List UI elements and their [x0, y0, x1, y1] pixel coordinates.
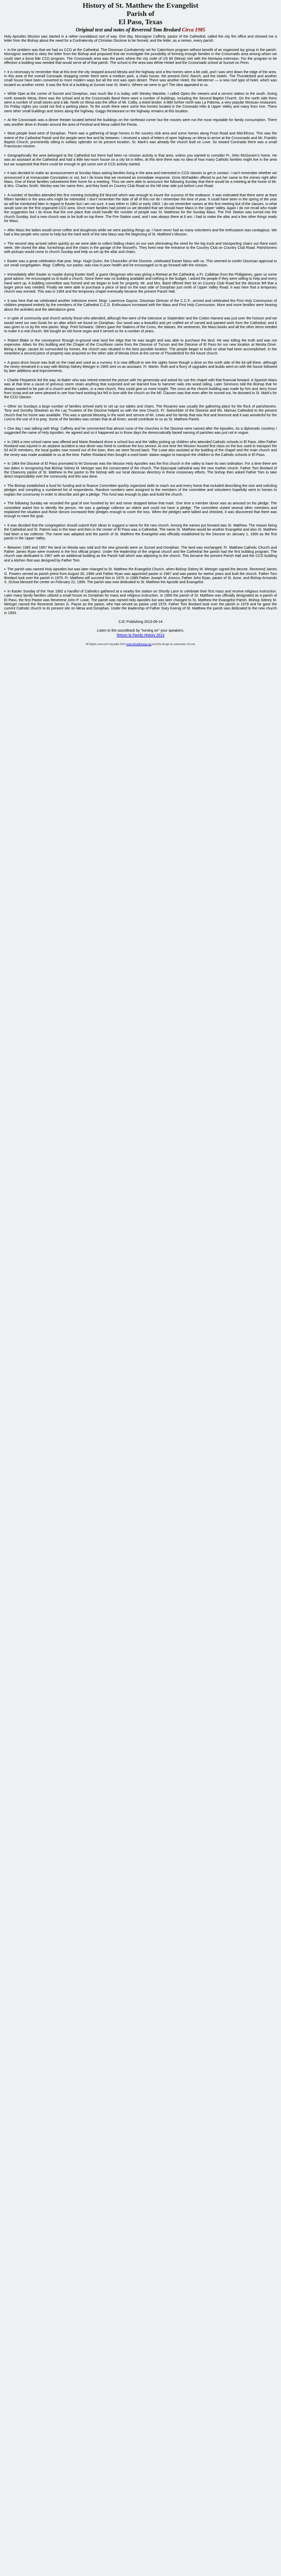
paragraph: ● Easter was a great celebration that year. Msgr. Hugh Quinn, the Chancellor of the Diocese, celebrated Easter Mass with us. This seemed to confer Diocesan approval to our small congregation. Msgr. Cafferty, our pastor, was now in poor health and he encouraged us to go forward with the mission.: [4, 259, 277, 268]
paragraph: ● In 1964 a new school name was offered and Marie Rowland drove a school bus and the Valley picking up children who attended Catholic schools in El Paso. After Father Rowland was injured in an airplane accident a new driver was hired to continue the bus service. At one time the Mission housed first class on the bus used to transport the 63 ACR members, the local guides now moved out of the town, then we were forced back. The Lowe also assisted at the building of the chapel and the main church and the vestry was made available to us at the time. Father Rowland then bought a used lower station wagon to transport the children to the Catholic schools in El Paso.: [4, 440, 277, 457]
paragraph: ● In the problem was that we had no CCD at the Cathedral. The Diocesan Confraternity set for Catechism program without benefit of an organized lay group in the parish. Monsignor wanted to obey the letter from the Bishop and proposed that we investigate the possibility of forming enough families in the Crossroads area among whom we could start a bona fide CCD program. The Crossroads area was the parts where the city code of US 80 (Mesa) met with the Montana extension. For the program to be effective a building was needed that would serve all of that parish. The school in the area was White Hinkel and the Crossroads school at Sunset on Fenn.: [4, 48, 277, 65]
copyright-prefix: All Rights reserved Copyright 2013: [85, 643, 126, 647]
paragraph: ● The Bishop established a fund for funding and to finance Committee quickly organized skills to reach out and every home that included describing the size and soliciting pledges and compiling a numbered list of respondents. Random numbers were assigned to the members of the committee and volunteers hopefully went to homes to explain the community in order to describe and get a pledge. This fund was enough to plan and build the church.: [4, 484, 277, 497]
paragraph: ● In spite of community and church activity those who attended, although few were of the intensive or September and the Cotton Harvest was just over the horizon and we would need our own funds for an altar which we found on Doniphan. Our wood was a beautiful and yet crafted art of carved and painted work from the Cathedral, and it was given to us by the new pastor, Msgr. Fred Schwartz. Others gave the Stations of the Cross, the statues, the vestments, the Mass books and all the other items needed to make it a real church. We bought an old home organ and it served us for a number of years.: [4, 316, 277, 334]
return-row: [4, 633, 277, 638]
title-line-1: History of St. Matthew the Evangelist: [82, 2, 199, 10]
article-body: [4, 35, 277, 616]
copyright-site-link[interactable]: www.stmatthewep.org: [126, 643, 152, 647]
paragraph: ● At the Crossroads was a dinner theater located behind the buildings on the northeast corner but the movies were not the most reputable for family consumption. There was another drive-in theater around the area of Festival and Mesa called the Fiesta.: [4, 118, 277, 127]
listen-notice: [4, 629, 277, 633]
paragraph: ● Immediately after Easter or maybe during Easter itself, a guest clergyman who was giving a Retreat at the Cathedral, a Fr. Callahan from the Philippines, gave us some good advice. He encouraged us to build a church. Since there was no building available and nothing in the budget, I asked the people if they were willing to help and every hand went up. A building committee was formed and we began to look for property. Mr. and Mrs. Baird offered their lot on Country Club Road but the diocese felt that a larger piece was needed. Finally we were able to purchase a piece of land on the east side of Doniphan just north of Upper Valley Road. It was here that a temporary church was erected. This was in 1964 and the temporary chapel eventually became the present Parish Hall.: [4, 273, 277, 295]
paragraph: ● Other six Sundays a large number of families arrived early to set up our tables and chairs. The Rosaries was usually the gathering place for the flock of parishioners. Tony and Dorothy Sheahan as the Lay Trustees of the Diocese helped us with the new Church. Fr. Swinchkler of the Diocese and Ms. Marnas Cathedral to the present church that his home was available. This was a special blessing in the work and service of Mr. Lewis and his family that was first and foremost and it was wonderful for the Lord to the use of it to pray. Some of the families was certain that at all times, would contribute to us as St. Matthew Parish.: [4, 404, 277, 422]
paragraph: ● It was here that we celebrated another milestone event. Msgr. Lawrence Gaynor, Diocesan Director of the C.C.P., arrived and celebrated the First Holy Communion of children prepared entirely by the members of the Cathedral C.C.D. Enthusiasm increased with the Mass and First Holy Communion. More and more families were hearing about the activities and the attendance grew.: [4, 299, 277, 312]
paragraph-editors-note: ● In Easter Sunday of the Year 1992 a handful of Catholics gathered at a nearby fire station on Shortly Lane to celebrate their first mass and receive religious instruction. Later many family families utilized a small house on Doniphan for mass and religious instruction. In 1966 the parish of St. Matthew was officially designated as a parish of El Paso, the first Pastor was Reverend John P. Lowe. The parish was named Holy Apostles but was later changed to St. Matthew the Evangelist Parish. Bishop Sidney M. Metzger named the Reverend James G. Payne as the pastor, who had served as pastor until 1979. Father Tom Bredard took over the parish in 1979 and he gave the current Catholic church to its present site on Mesa and Doniphan. Under the leadership of Father Gary Koenig of St. Matthew the parish was dedicated to the new church in 1993.: [4, 589, 277, 616]
paragraph: ● Between 1965 and 1967 the land on Mesita was sold and the new grounds were on Sunset and Doniphan. The land was exchanged. Fr. Matthew Catholic Church and Father James Ryan were involved in the first official project. Under the leadership of the original church and the Cathedral the parish had the first building program. The church was dedicated in 1967 with an additional building as the Parish hall which was adjoining to the church. This became the present Parish Hall and the CCD building and a kitchen that was designed by Father Tom.: [4, 546, 277, 563]
paragraph: ● In 1964 the Diocese of El Paso promoted to let Donovan was the Mission Holy Apostles was the first church in the valley to have its own ordination. For a time there are two dates in recognizing that Bishop Sidney M. Metzger was the consecrated of the church. The Episcopal cathedral was the new mother church. Father Tom Bredard of the Chancery pastor of St. Matthew to the pastor to the bishop with our local diocesan directory in these missionary efforts. The bishop then asked Father Tom to take direct responsibility over the community and this was done.: [4, 462, 277, 479]
paragraph: ● A number of families attended this first meeting including Ed Wurzell which was enough to insure the success of the endeavor. It was estimated that there were at least fifteen families in the area who might be interested. I don't remember the date of all of this nor do I remember the time of year. It could have been in the spring of the year as will be mentioned later in regard to Easter but I am not sure. It was either in 1962 or early 1963. I do not remember names at this first meeting but of the classes, in what would soon be the first organized CCD area. Once more families had joined us we decided that we should have Mass in the Upper Valley. Again I do not recall who made the suggestion but I do know that the one place that could handle the number of people was St. Matthews for the Sunday Mass. The Fire Station was turned into the church Sunday. And a new church was to be built on top there. The Fire Station used, and I was always there at 6 am. I had to make the altar and a few other things ready for Mass.: [4, 193, 277, 224]
paragraph: ● One day I was talking with Msgr. Cafferty and he commented that almost none of the churches in the Diocese were named after the Apostles. As a diplomatic courtesy I suggested the name of Holy Apostles. He agreed and so it happened as in those days the democratically based naming of parishes was just not in vogue.: [4, 427, 277, 436]
paragraph: ● While Opie at the corner of Sunset and Doniphan, was much like it is today, with Wesley Marietta. I called Opies the viewers and a service station to the south. Going north towards Mesa, there was the school and at the Crossroads Band there were a number of buildings, including the Second Baptist Church. On the north side there were a number of small stores and a lab. North on Mesa was the office of Mr. Colby, a ticket broker. A little further north was La Paloma, a very popular Mexican restaurant. On Friday nights you could not find a parking place. To the south there were some few homes located in the Coronado Hills & Upper Valley and many from Iron. There were other small buildings and stores along the highway. Gaggs Restaurant on the highway remains at this location.: [4, 92, 277, 114]
paragraph: ● Charlie Fitzpatrick led the way. At Baker who was retired entered the picture with his generosity and asked for use the chapel with that financial forward. A Spanish Mass was at that time a cause of grievous storm strain anything that surprised and we learned how to hammer nails into wood siding. Later Simmons told the Bishop that he always wanted to be part of a church and the Ladies, in a new church, they could give us more insight. The cross at the church building was made by him and Jerry Knorr from scrap and we were pleased to see how hard working but fell in love with the church on the hill. Clausen was that even after he moved out, he donated to St. Mark's for the CCD classes.: [4, 378, 277, 400]
paragraph: ● After Mass the ladies would serve coffee and doughnuts while we were packing things up. I have never had as many volunteers and the enthusiasm was contagious. We had a few people who came to help but the hard work of the new Mass was the beginning of St. Matthew's Mission.: [4, 228, 277, 238]
copyright: [4, 643, 277, 646]
paragraph: ● A grass drum house was built on the road and used as a nursery. It is now difficult to see the sights home though a drive on the north side of the lot will there, although the vestry remained in a way with Bishop Sidney Metzger in 1965 sent us an assistant, Fr. Martin. Ruth and a flurry of upgrades and builds went on with the house followed by later additions and improvements.: [4, 361, 277, 374]
paragraph: ● It is necessary to remember that at this time the city stopped around Mesita and the highway and a few homes were a bit cold, and I was sent down the edge of the area. In this area of the overall Coronado shopping center there were a medium park, a chain house, the present Girls' Ranch, and the Hotels. The Thunderbird and another small house have been converted to more modern ways but all the rest was open desert. There was another Hotel, the Westerner — a new roof type of hotel, which was located on another street. It was the first of a building at Sunset near St. Mark's. Where we were to go? The idea appealed to us.: [4, 70, 277, 88]
paragraph: ● The following Sunday we recorded the goal of one hundred by ten and never dropped below that mark. One time a member donor was as amused on his pledge. The committee asked him to identify the person. He was a garbage collector an oldest and could not have a pledge. The committee visited several other members and explained the situation and those donors increased their pledges enough to cover the loss. When the pledges were tallied and checked, it was discovered that there was enough to meet the goal.: [4, 501, 277, 519]
publisher-signature: CJC Publishing 2013-06-14: [118, 620, 163, 624]
paragraph: ● The second step arrived rather quickly as we were able to collect folding chairs on our own eliminating the need for the big truck and transporting chairs out there each week. We stored the altar, furnishings and the chairs in the garage of the Wurzell's. They lived near the entrance to the Country Club on Country Club Road. Parishioners with pickups would come to church Sunday and help us set up the altar and chairs.: [4, 242, 277, 255]
paragraph: ● Most people lived west of Doniphan. There was a gathering of large homes in the country club area and some homes along Frost Road and Mid-Efronz. This was the extent of the Cathedral Parish and the people were few and far between. I received a stack of letters of open highway on Mesa to arrive at the Crossroads and Mr. Franklin Baptist Church, prominently sitting in solitary splendor on its present location. St. Mark's was already the church built on Love. So toward Coronado there was a small Franciscan mission.: [4, 131, 277, 149]
footer: [4, 620, 277, 646]
article: [4, 2, 277, 646]
return-link[interactable]: Return to Family History 2013: [116, 634, 165, 638]
paragraph: ● Robert Blake or the conveyance through in-ground near land fire ridge that he was taught and was able to purchase the land. He was tolling the truth and was not expensive. Altars for this building and the Chapel of the Crucifixion came from the Diocese of Tucson and the Diocese of El Paso for our new location at Mesita Drive. Being a large, vacant lot surrounded by homes, the church was situated in the best possible location. The people began to build on what had been accomplished. In the meantime a second piece of property was acquired on the other side of Mesita Drive at the corner of Thunderbird for the future church.: [4, 338, 277, 356]
title-line-3: El Paso, Texas: [118, 19, 163, 26]
subtitle: [4, 27, 277, 33]
paragraph-about-author: ● The parish was named Holy Apostles but was later changed to St. Matthew the Evangelist Church, when Bishop Sidney M. Metzger signed the decree. Reverend James G. Powers served as parish priest from August 30, 1966 until Father Ryan was appointed pastor in 1967 and was pastor for twelve years and built the church. Father Tom Bredard took over the parish in 1979. Fr. Matthew will succeed him in 1979. In 1989 Father Joseph M. Aronco, Father John Ryan, pastor of St. Anne, and Bishop Armando X. Ochoa blessed the center on February 22, 1996. The parish was now dedicated to St. Matthew the Apostle and Evangelist.: [4, 567, 277, 585]
paragraph: ● It was decided that the congregation should submit their ideas to suggest a name for the new church. Among the names put forward was St. Matthew. The reason being the Cathedral and St. Patrick was in the town and then in the center of El Paso was a Cathedral. The name St. Matthew would be another Evangelist and also St. Matthew had been a tax collector. The name was adopted and the parish of St. Matthew the Evangelist was officially established by the Diocese on January 1, 1966 as the first parish in the Upper Valley.: [4, 523, 277, 541]
title-line-2: Parish of: [126, 10, 155, 18]
paragraph-intro: Holy Apostles Mission was started in a rather roundabout sort of way. One day, Monsignor Cafferty, pastor of the Cathedral, called the city fire office and showed me a letter from the Bishop about the need for a Confraternity of Christian Doctrine to be formed, and the letter, as a mimeo, every parish: [4, 35, 277, 43]
paragraph: ● It was decided to make an announcement at Sunday Mass asking families living in the area and interested in CCD classes to get in contact. I can't remember whether we announced it at Immaculate Conception or not, but I do know that we received an immediate response. Doris McFadden offered to put her name to the mimeo right after Mass. One of these families volunteered their home for a meeting. Thus we were able to announce the following Sunday that there would be a meeting at the home of Mr. & Mrs. Charles Smith. Wesley was her name then, and they lived on Country Club Road on the hill near side just before Love Road.: [4, 171, 277, 189]
paragraph: ● Geographically the area belonged to the Cathedral but there had been no mission activity in that area, unless you wanted to consider Fr. John McGovern's home. He was an assistant at the Cathedral and had a little two-room house on a city lot in Miles. At this time there was no idea of how many Catholic families might live in the area but we suspected that there could be enough to get some sort of CCD activity started.: [4, 154, 277, 167]
copyright-suffix: and this design by webmaster-cfl.com: [152, 643, 196, 647]
page-title: [4, 2, 277, 27]
subtitle-date: Circa 1985: [182, 27, 205, 33]
subtitle-text: Original text and notes of Reverend Tom Bredard: [76, 27, 181, 33]
listen-text: Listen to the soundtrack by "turning on" your speakers.: [97, 629, 184, 633]
